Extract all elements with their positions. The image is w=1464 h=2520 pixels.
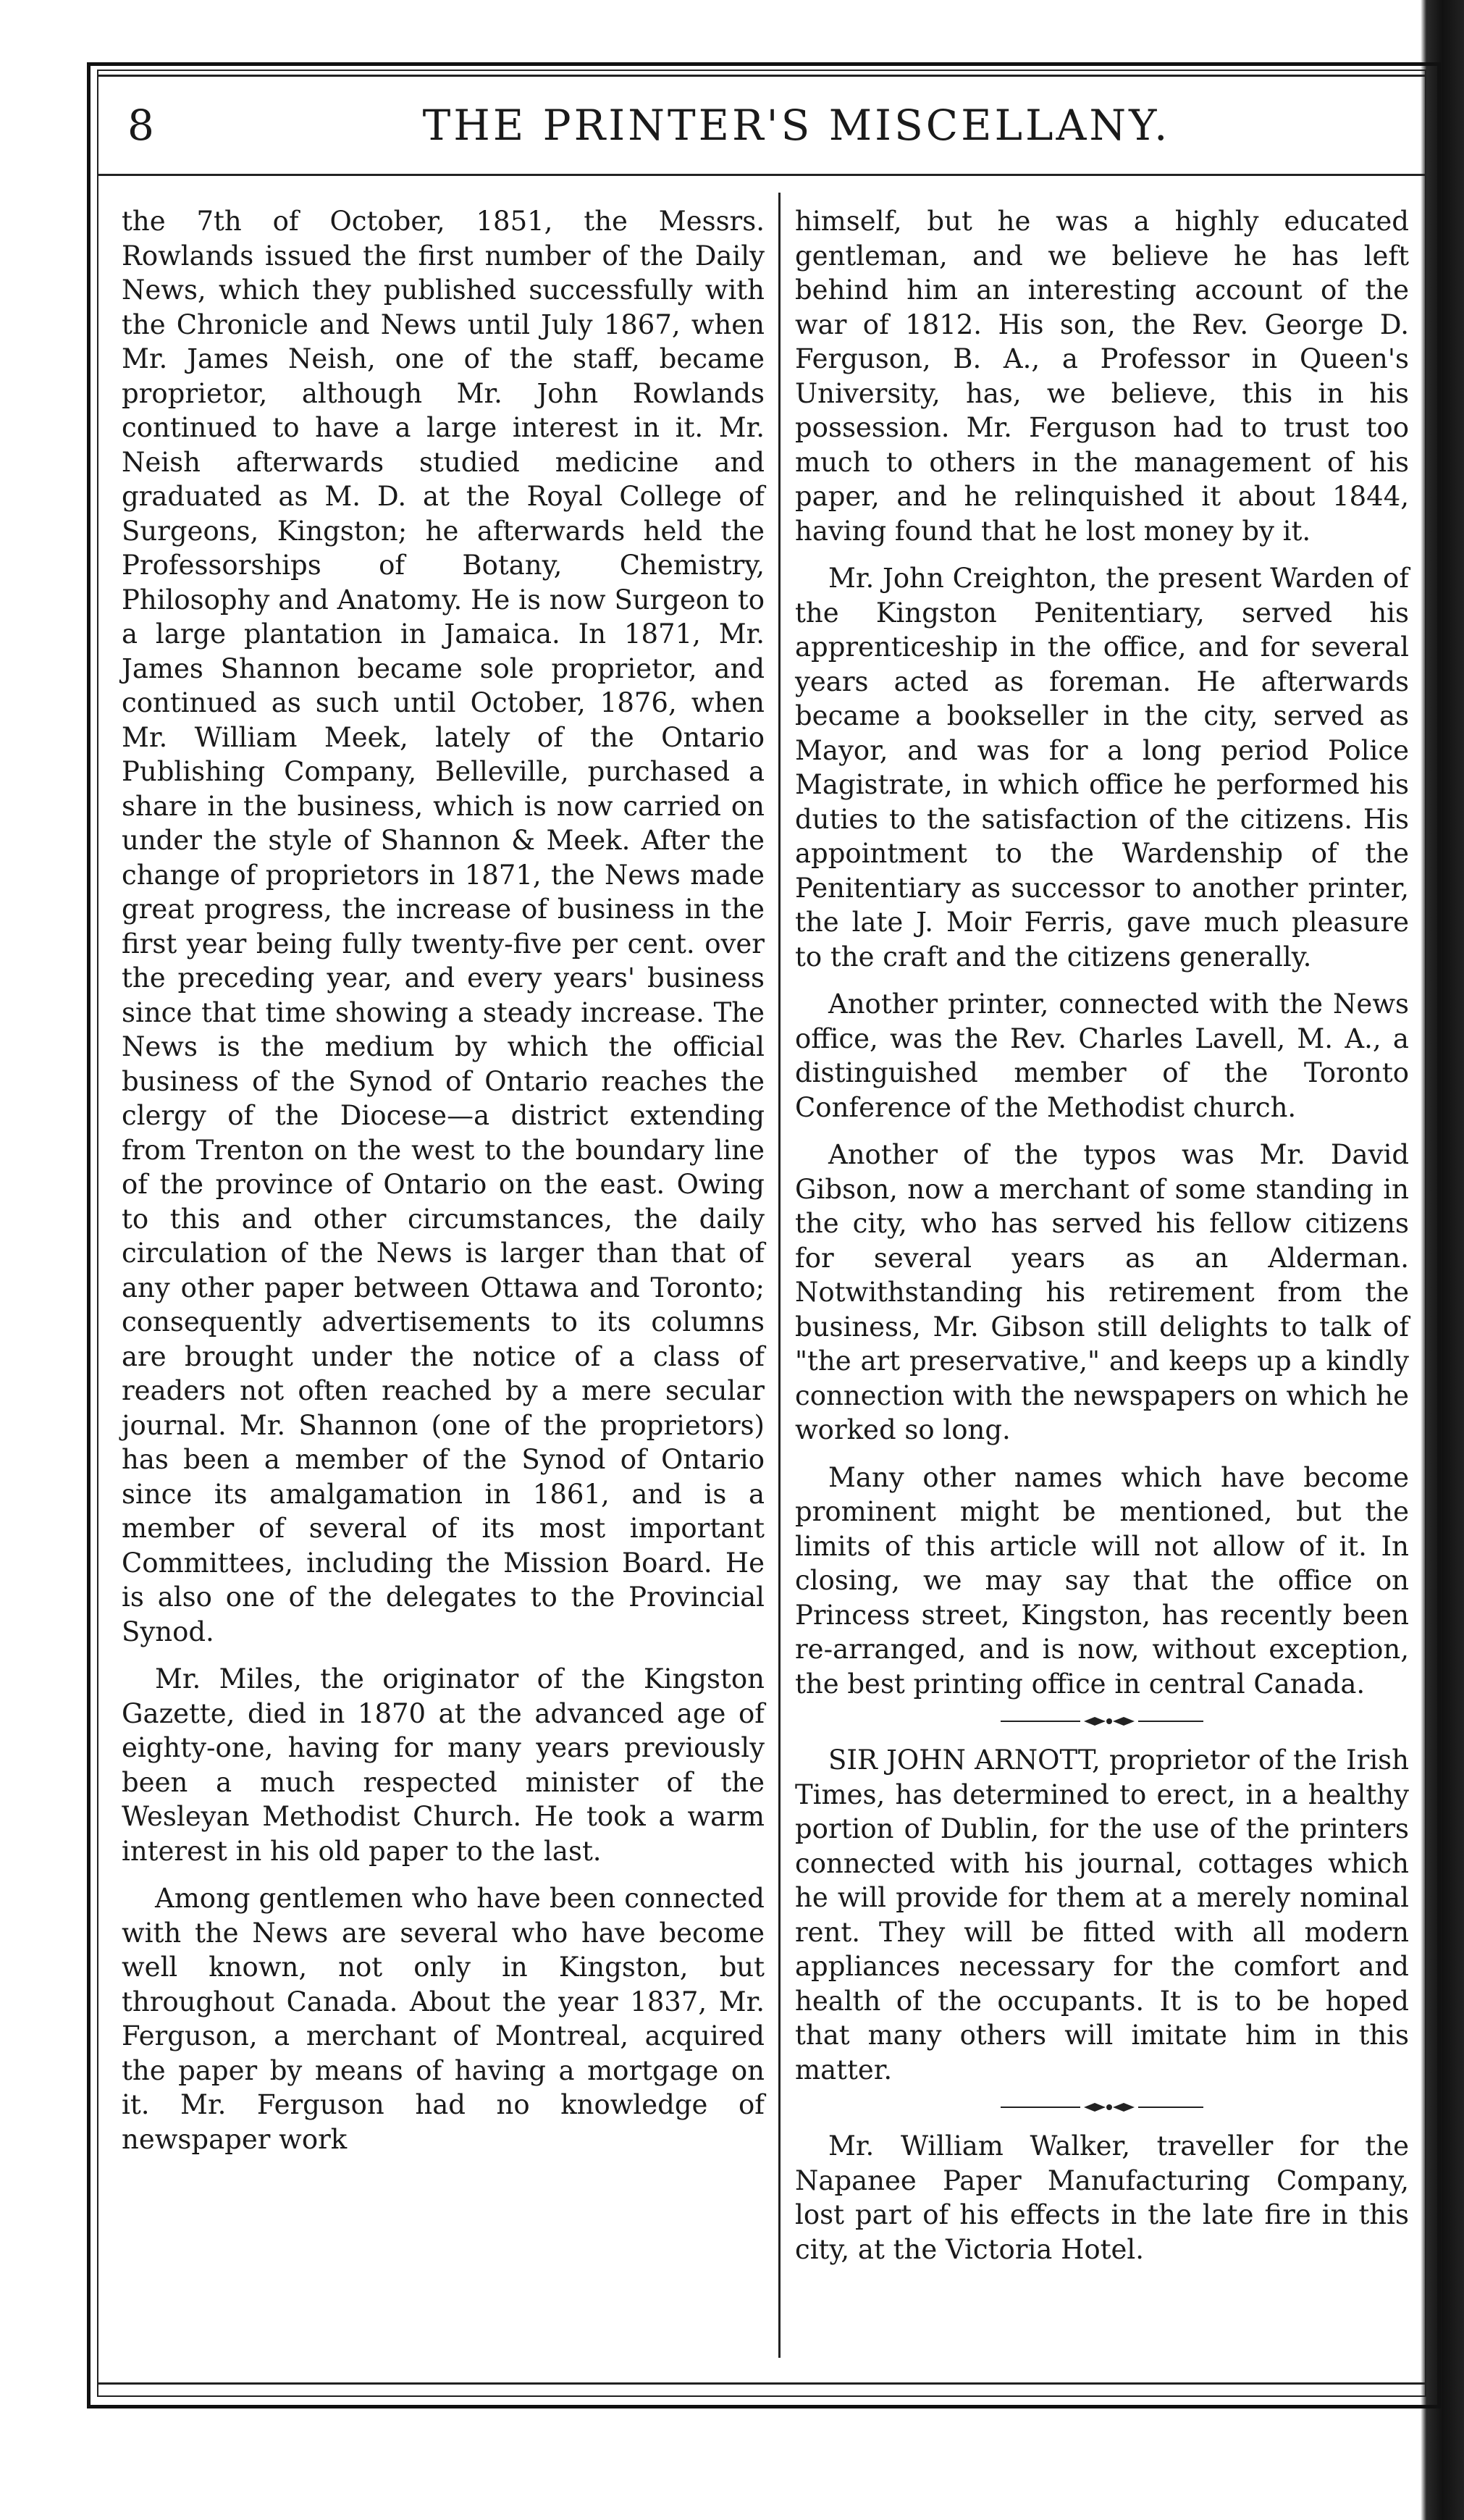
- divider-ornament-icon: [1001, 1714, 1203, 1729]
- column-rule: [778, 193, 781, 2358]
- left-paragraph-1: the 7th of October, 1851, the Messrs. Rowlands issued the first number of the Daily News, which they published successfully with the Chronicle and News until July 1867, when Mr. James Neish, one of the staff, became proprietor, although Mr. John Rowlands continued to have a large interest in it. Mr. Neish afterwards studied medicine and graduated as M. D. at the Royal College of Surgeons, Kingston; he afterwards held the Professorships of Botany, Chemistry, Philosophy and Anatomy. He is now Surgeon to a large plantation in Jamaica. In 1871, Mr. James Shannon became sole proprietor, and continued as such until October, 1876, when Mr. William Meek, lately of the Ontario Publishing Company, Belleville, purchased a share in the business, which is now carried on under the style of Shannon & Meek. After the change of proprietors in 1871, the News made great progress, the increase of business in the first year being fully twenty-five per cent. over the preceding year, and every years' business since that time showing a steady increase. The News is the medium by which the official business of the Synod of Ontario reaches the clergy of the Diocese—a district extending from Trenton on the west to the boundary line of the province of Ontario on the east. Owing to this and other circumstances, the daily circulation of the News is larger than that of any other paper between Ottawa and Toronto; consequently advertisements to its columns are brought under the notice of a class of readers not often reached by a mere secular journal. Mr. Shannon (one of the proprietors) has been a member of the Synod of Ontario since its amalgamation in 1861, and is a member of several of its most important Committees, including the Mission Board. He is also one of the delegates to the Provincial Synod.: [122, 206, 765, 1647]
- right-paragraph-1: himself, but he was a highly educated gentleman, and we believe he has left behind him an interesting account of the war of 1812. His son, the Rev. George D. Ferguson, B. A., a Professor in Queen's University, has, we believe, this in his possession. Mr. Ferguson had to trust too much to others in the management of his paper, and he relinquished it about 1844, having found that he lost money by it.: [795, 206, 1409, 547]
- running-head: THE PRINTER'S MISCELLANY.: [422, 101, 1171, 150]
- left-paragraph-3: Among gentlemen who have been connected with the News are several who have become well known, not only in Kingston, but throughout Canada. About the year 1837, Mr. Ferguson, a merchant of Montreal, acquired the paper by means of having a mortgage on it. Mr. Ferguson had no knowledge of newspaper work: [122, 1883, 765, 2155]
- top-double-rule: [97, 75, 1425, 77]
- right-paragraph-3: Another printer, connected with the News office, was the Rev. Charles Lavell, M. A., a distinguished member of the Toronto Conference of the Methodist church.: [795, 988, 1409, 1123]
- right-paragraph-2: Mr. John Creighton, the present Warden of the Kingston Penitentiary, served his apprenticeship in the office, and for several years acted as foreman. He afterwards became a bookseller in the city, served as Mayor, and was for a long period Police Magistrate, in which office he performed his duties to the satisfaction of the citizens. His appointment to the Wardenship of the Penitentiary as successor to another printer, the late J. Moir Ferris, gave much pleasure to the craft and the citizens generally.: [795, 563, 1409, 973]
- right-paragraph-7: Mr. William Walker, traveller for the Napanee Paper Manufacturing Company, lost part of his effects in the late fire in this city, at the Victoria Hotel.: [795, 2130, 1409, 2265]
- left-paragraph-2: Mr. Miles, the originator of the Kingston Gazette, died in 1870 at the advanced age of eighty-one, having for many years previously been a much respected minister of the Wesleyan Methodist Church. He took a warm interest in his old paper to the last.: [122, 1663, 765, 1867]
- bottom-rule: [97, 2382, 1425, 2385]
- right-paragraph-5: Many other names which have become prominent might be mentioned, but the limits of this article will not allow of it. In closing, we may say that the office on Princess street, Kingston, has recently been re-arranged, and is now, without exception, the best printing office in central Canada.: [795, 1461, 1409, 1700]
- right-paragraph-6: SIR JOHN ARNOTT, proprietor of the Irish Times, has determined to erect, in a healthy portion of Dublin, for the use of the printers connected with his journal, cottages which he will provide for them at a merely nominal rent. They will be fitted with all modern appliances necessary for the comfort and health of the occupants. It is to be hoped that many others will imitate him in this matter.: [795, 1744, 1409, 2086]
- right-paragraph-4: Another of the typos was Mr. David Gibson, now a merchant of some standing in the city, who has served his fellow citizens for several years as an Alderman. Notwithstanding his retirement from the business, Mr. Gibson still delights to talk of "the art preservative," and keeps up a kindly connection with the newspapers on which he worked so long.: [795, 1139, 1409, 1445]
- right-column: [795, 204, 1409, 2280]
- left-column: [122, 204, 765, 2170]
- page-number: 8: [127, 101, 154, 150]
- divider-ornament-icon-2: [1001, 2100, 1203, 2114]
- section-divider-ornament: [795, 1714, 1409, 1729]
- section-divider-ornament-2: [795, 2100, 1409, 2114]
- header-rule: [97, 174, 1425, 176]
